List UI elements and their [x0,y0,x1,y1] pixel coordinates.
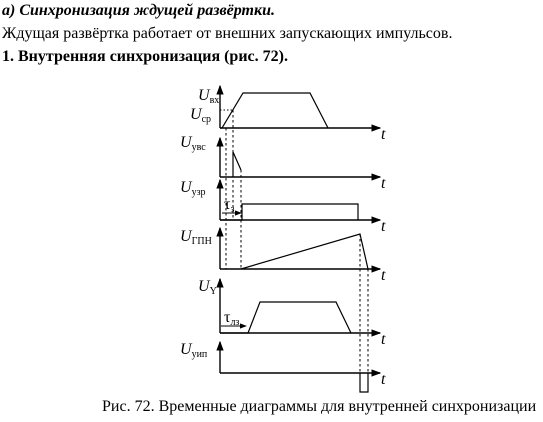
subsection-title: 1. Внутренняя синхронизация (рис. 72). [2,48,288,65]
label-u-y-letter: U [198,278,210,295]
label-u-y-sub: Y [209,286,217,297]
svg-text:Uср [190,106,211,125]
channel-u-gpn [180,228,386,284]
channel-u-uip [180,341,386,392]
channel-u-y [198,278,386,348]
svg-text:UГПН [180,228,212,247]
label-u-uvs-sub: увс [191,142,206,153]
intro-text: Ждущая развёртка работает от внешних запускающих импульсов. [2,25,453,42]
label-u-uvs-letter: U [180,134,192,151]
label-tau-z-letter: τ [224,196,231,213]
svg-text:Uвх [198,87,219,106]
waveform-u-y [220,302,351,333]
svg-text:UY [198,278,217,297]
label-u-cr-sub: ср [201,114,212,125]
label-u-gpn-letter: U [180,228,192,245]
svg-text:Uувс [180,134,206,153]
waveform-u-in [220,93,328,128]
svg-text:Uуип [180,341,208,360]
channel-u-uzr [180,179,386,235]
label-u-gpn-sub: ГПН [191,236,212,247]
axis-t-label-2: t [381,175,386,192]
label-u-uip-letter: U [180,341,192,358]
svg-text:τлз [224,309,239,328]
label-tau-z-sub: з [230,204,235,215]
axis-t-label-1: t [381,126,386,143]
label-u-uzr-sub: узр [191,187,206,198]
label-u-uzr-letter: U [180,179,192,196]
axis-t-label-4: t [381,267,386,284]
waveform-u-uip [360,373,368,392]
label-tau-lz-letter: τ [224,309,231,326]
section-heading: а) Синхронизация ждущей развёртки. [2,2,275,19]
waveform-u-gpn [241,234,368,269]
label-u-uip-sub: уип [191,349,208,360]
waveform-u-uvs [233,152,241,177]
svg-text:Uузр [180,179,206,198]
label-u-in-letter: U [198,87,210,104]
axis-t-label-6: t [381,371,386,388]
channel-u-in [190,86,386,143]
channel-u-uvs [180,134,386,192]
label-u-in-sub: вх [209,95,220,106]
figure-caption: Рис. 72. Временные диаграммы для внутренней синхронизации [102,398,537,415]
axis-t-label-5: t [381,331,386,348]
label-tau-lz-sub: лз [230,317,240,328]
axis-t-label-3: t [381,218,386,235]
label-u-cr-letter: U [190,106,202,123]
